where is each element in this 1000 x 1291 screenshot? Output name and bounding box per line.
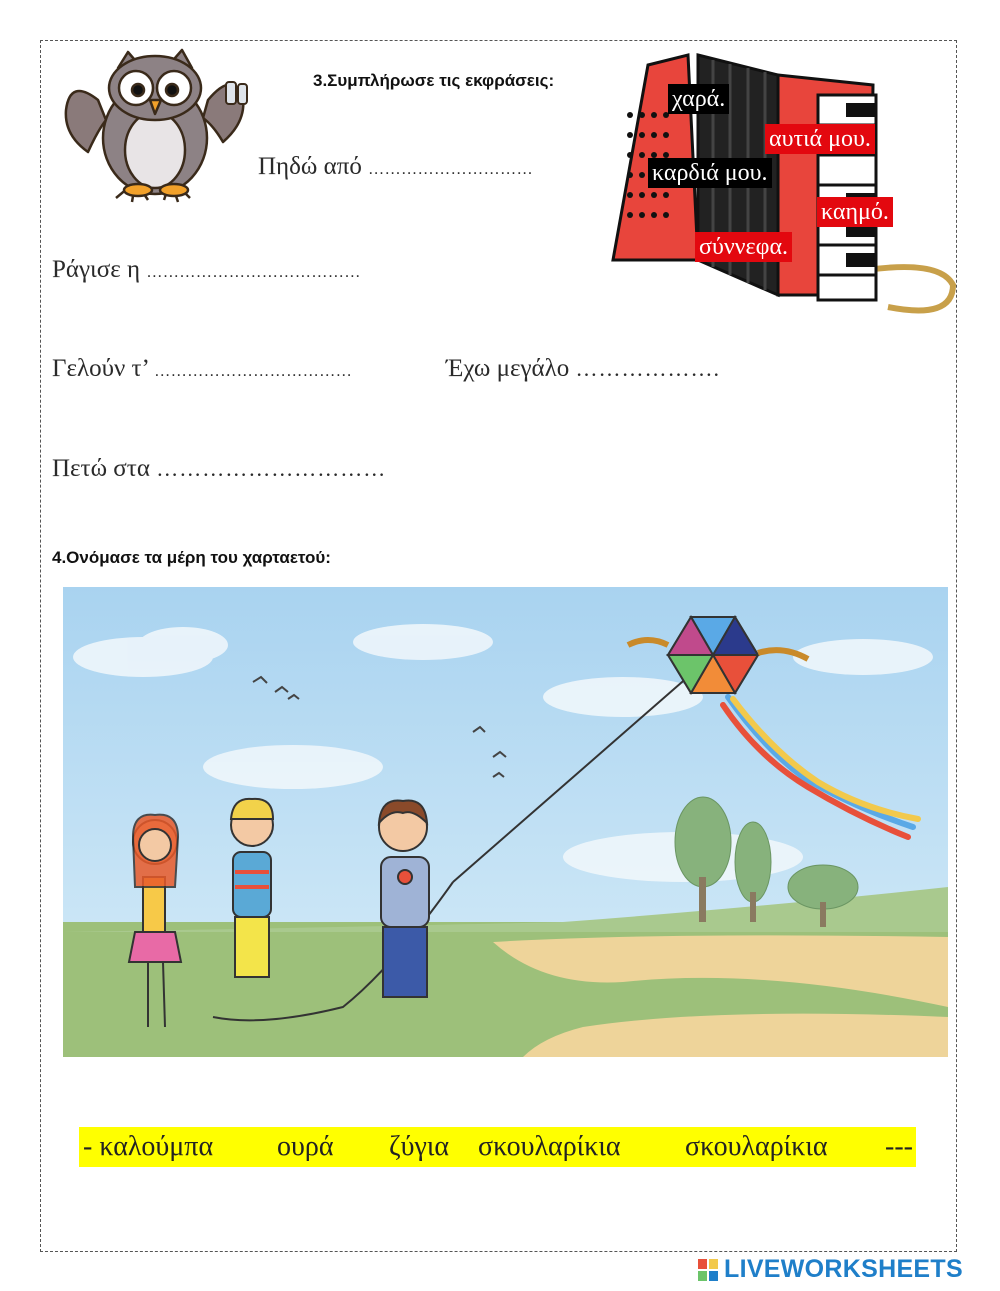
logo-text: LIVEWORKSHEETS [724,1255,963,1283]
sentence-3 [52,355,352,383]
sentence-prefix: Πηδώ από [258,153,362,180]
answer-chip[interactable]: καρδιά μου. [648,158,772,188]
word-chip[interactable]: ουρά [277,1131,334,1162]
answer-blank[interactable]: ……………………………… [154,363,353,380]
sentence-prefix: Γελούν τ’ [52,355,149,382]
sentence-1 [258,153,533,181]
word-chip[interactable]: --- [885,1131,913,1162]
word-chip[interactable]: ζύγια [389,1131,450,1162]
answer-chip[interactable]: σύννεφα. [695,232,792,262]
owl-icon [58,40,248,205]
word-chip[interactable]: σκουλαρίκια [685,1131,828,1162]
answer-blank[interactable]: ………………………… [156,456,387,481]
answer-blank[interactable]: ………………. [575,356,721,381]
answer-blank[interactable]: ………………………………… [146,264,361,281]
liveworksheets-badge-icon [698,1259,718,1281]
sentence-prefix: Ράγισε η [52,256,141,283]
answer-chip[interactable]: χαρά. [668,84,729,114]
sentence-4 [446,355,720,383]
sentence-2 [52,256,361,284]
word-chip[interactable]: σκουλαρίκια [478,1131,621,1162]
word-chip[interactable]: - καλούμπα [83,1131,214,1162]
word-bank [79,1127,916,1167]
kite-scene-illustration [63,587,948,1057]
sentence-prefix: Έχω μεγάλο [446,355,570,382]
answer-blank[interactable]: ………………………… [368,161,534,178]
answer-chip[interactable]: αυτιά μου. [765,124,875,154]
exercise4-heading: 4.Ονόμασε τα μέρη του χαρταετού: [52,548,331,567]
sentence-5 [52,455,386,483]
answer-chip[interactable]: καημό. [817,197,893,227]
sentence-prefix: Πετώ στα [52,455,150,482]
exercise3-heading: 3.Συμπλήρωσε τις εκφράσεις: [313,71,555,90]
